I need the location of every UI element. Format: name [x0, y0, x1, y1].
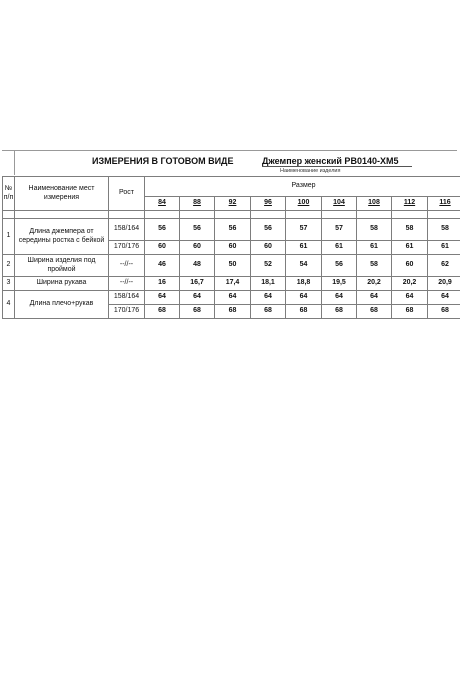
measurement-value: 60 — [180, 241, 215, 255]
measurement-value: 64 — [215, 291, 251, 305]
size-header-cell: 100 — [286, 197, 322, 211]
measurement-value: 68 — [145, 305, 180, 319]
measurement-value: 19,5 — [322, 277, 357, 291]
col-header-height: Рост — [109, 177, 145, 211]
measurement-value: 17,4 — [215, 277, 251, 291]
measurement-value: 62 — [428, 255, 460, 277]
measurement-value: 61 — [392, 241, 428, 255]
measurement-value: 16 — [145, 277, 180, 291]
measurement-value: 58 — [357, 255, 392, 277]
measurement-value: 18,1 — [251, 277, 286, 291]
size-header-cell: 92 — [215, 197, 251, 211]
row-number: 3 — [3, 277, 15, 291]
measurement-value: 68 — [286, 305, 322, 319]
col-header-name: Наименование мест измерения — [15, 177, 109, 211]
size-header-cell: 116 — [428, 197, 460, 211]
measurement-value: 64 — [145, 291, 180, 305]
size-header-cell: 88 — [180, 197, 215, 211]
measurement-value: 50 — [215, 255, 251, 277]
measurement-value: 61 — [357, 241, 392, 255]
table-row — [3, 255, 460, 277]
measurement-value: 58 — [428, 219, 460, 241]
size-header-cell: 112 — [392, 197, 428, 211]
measurement-name: Ширина изделия под проймой — [15, 255, 109, 277]
measurement-value: 68 — [392, 305, 428, 319]
measurement-value: 64 — [322, 291, 357, 305]
measurement-value: 56 — [215, 219, 251, 241]
height-cell: 158/164 — [109, 291, 145, 305]
product-caption: Наименование изделия — [280, 168, 341, 174]
col-header-size-group: Размер — [145, 177, 460, 197]
size-header-cell: 84 — [145, 197, 180, 211]
measurement-value: 54 — [286, 255, 322, 277]
measurement-value: 68 — [180, 305, 215, 319]
measurement-value: 64 — [428, 291, 460, 305]
table-body — [3, 219, 460, 319]
measurement-value: 60 — [251, 241, 286, 255]
product-name: Джемпер женский РВ0140-ХМ5 — [262, 156, 399, 166]
measurement-value: 56 — [322, 255, 357, 277]
measurement-value: 20,2 — [357, 277, 392, 291]
col-header-num: № п/п — [3, 177, 15, 211]
size-header-cell: 104 — [322, 197, 357, 211]
top-divider — [2, 150, 457, 151]
measurement-value: 61 — [286, 241, 322, 255]
measurement-value: 20,2 — [392, 277, 428, 291]
measurement-value: 68 — [357, 305, 392, 319]
measurement-value: 58 — [392, 219, 428, 241]
size-header-cell: 96 — [251, 197, 286, 211]
measurement-name: Длина плечо+рукав — [15, 291, 109, 319]
measurement-value: 68 — [428, 305, 460, 319]
measurement-value: 56 — [180, 219, 215, 241]
measurement-value: 60 — [145, 241, 180, 255]
measurement-value: 48 — [180, 255, 215, 277]
spacer-row — [3, 211, 460, 219]
measurement-value: 68 — [251, 305, 286, 319]
measurement-value: 64 — [357, 291, 392, 305]
measurement-value: 52 — [251, 255, 286, 277]
height-cell: 170/176 — [109, 241, 145, 255]
height-cell: --//-- — [109, 255, 145, 277]
measurement-value: 16,7 — [180, 277, 215, 291]
measurement-value: 64 — [392, 291, 428, 305]
measurement-value: 61 — [322, 241, 357, 255]
measurement-value: 46 — [145, 255, 180, 277]
left-divider — [14, 150, 15, 175]
height-cell: 158/164 — [109, 219, 145, 241]
measurement-value: 57 — [286, 219, 322, 241]
row-number: 1 — [3, 219, 15, 255]
table-row — [3, 291, 460, 305]
measurement-value: 68 — [215, 305, 251, 319]
height-cell: 170/176 — [109, 305, 145, 319]
product-underline — [262, 166, 412, 167]
measurement-value: 68 — [322, 305, 357, 319]
measurement-value: 56 — [251, 219, 286, 241]
size-header-cell: 108 — [357, 197, 392, 211]
table-row — [3, 277, 460, 291]
measurement-value: 57 — [322, 219, 357, 241]
row-number: 2 — [3, 255, 15, 277]
measurement-value: 20,9 — [428, 277, 460, 291]
measurement-value: 56 — [145, 219, 180, 241]
measurement-name: Ширина рукава — [15, 277, 109, 291]
measurement-value: 64 — [286, 291, 322, 305]
measurement-value: 58 — [357, 219, 392, 241]
height-cell: --//-- — [109, 277, 145, 291]
table-row — [3, 219, 460, 241]
measurement-value: 64 — [180, 291, 215, 305]
measurements-table — [2, 176, 460, 319]
measurement-value: 18,8 — [286, 277, 322, 291]
measurement-value: 64 — [251, 291, 286, 305]
row-number: 4 — [3, 291, 15, 319]
measurement-value: 60 — [215, 241, 251, 255]
chart-title: ИЗМЕРЕНИЯ В ГОТОВОМ ВИДЕ — [92, 156, 234, 166]
measurement-name: Длина джемпера от середины ростка с бейкой — [15, 219, 109, 255]
measurement-value: 60 — [392, 255, 428, 277]
measurement-value: 61 — [428, 241, 460, 255]
